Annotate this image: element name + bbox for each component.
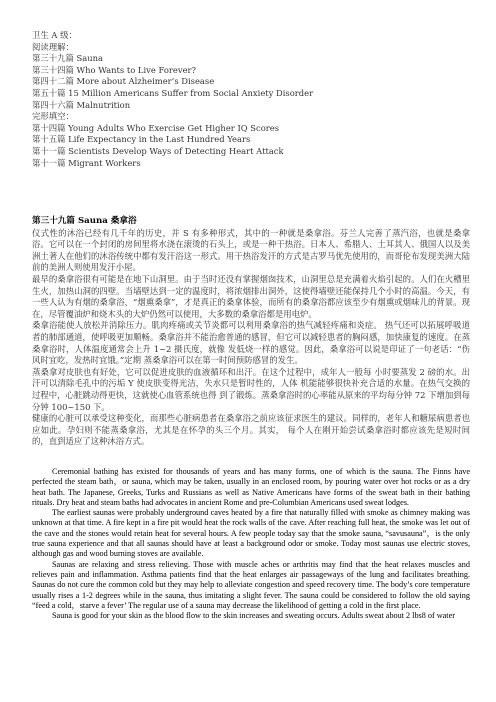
cloze-item: 第十五篇 Life Expectancy in the Last Hundred Years: [32, 134, 251, 145]
en-paragraph: Saunas are relaxing and stress relieving. Those with muscle aches or arthritis may find that the heat relaxes muscles and relieves pain and inflammation. Asthma patients find that the heat enlarges air passageways of the lung and facilitates breathing. Saunas do not cure the common cold but they may help to alleviate congestion and speed recovery time. The body’s core temperature usually rises a 1-2 degrees while in the sauna, thus imitating a slight fever. The sauna could be considered to follow the old saying “feed a cold，starve a fever’ The regular use of a sauna may decrease the likelihood of getting a cold in the first place.: [32, 559, 470, 610]
reading-comprehension-heading: 阅读理解：: [32, 41, 74, 52]
outline-item: 第四十二篇 More about Alzheimer’s Disease: [32, 76, 215, 87]
outline-item: 第三十四篇 Who Wants to Live Forever?: [32, 64, 197, 75]
chinese-article: [32, 216, 470, 448]
cloze-item: 第十四篇 Young Adults Who Exercise Get Higher IQ Scores: [32, 122, 280, 133]
en-paragraph: Sauna is good for your skin as the blood flow to the skin increases and sweating occurs. Adults sweat about 2 lbs8 of water: [52, 611, 455, 621]
en-paragraph: Ceremonial bathing has existed for thousands of years and has many forms, one of which is the sauna. The Finns have perfected the steam bath，or sauna, which may be taken, usually in an enclosed room, by pouring water over hot rocks or as a dry heat bath. The Japanese, Greeks, Turks and Russians as well as Native Americans have forms of the sweat bath in their bathing rituals. Dry heat and steam baths had advocates in ancient Rome and pre-Columbian Americans used sweat lodges.: [32, 467, 470, 507]
cn-paragraph: 蒸桑拿对皮肤也有好处，它可以促进皮肤的血液循环和出汗。在这个过程中，成年人一般每 小时要蒸发 2 磅的水。出汗可以清除毛孔中的污垢 Y 使皮肤变得光洁，失水只是暂时性的，人体 机能能够很快补充合适的水量。在热气交换的过程中，心脏跳动得更快，这就使心血管系统也得 到了锻炼。蒸桑拿浴时的心率能从原来的平均每分钟 72 下增加到每分钟 100~150 下。: [32, 366, 470, 412]
english-article: [32, 467, 470, 621]
cn-paragraph: 桑拿浴能使人放松并消除压力。肌肉疼痛或关节炎都可以利用桑拿浴的热气减轻疼痛和炎症。 热气还可以拓展呼吸道者的肺部通道，使呼吸更加顺畅。桑拿浴并不能治愈普通的感冒，但它可以减轻患者的胸闷感，加快康复的速度。在蒸桑拿浴时，人体温度通常会上升 1~2 摄氏度，就像 发低烧一样的感觉。因此，桑拿浴可以说是印证了一句老话：“伤风时宜吃，发热时宜饿。”定期 蒸桑拿浴可以在第一时间预防感冒的发生。: [32, 320, 470, 366]
cloze-heading: 完形填空：: [32, 111, 74, 122]
cn-paragraph: 最早的桑拿浴很有可能是在地下山洞里。由于当时还没有掌握烟囱技术，山洞里总是充满着火焰引起的。人们在火槽里生火，加热山洞的四壁。当墙壁达到一定的温度时，将浓烟排出洞外，这使得墙壁还能保持几个小时的高温。今天，有一些人认为有烟的桑拿浴，“烟熏桑拿”，才是真正的桑拿体验，而所有的桑拿浴都应该至少有烟熏或烟味儿的背景。现在，尽管覆油炉和烧木头的大炉仍然可以使用，大多数的桑拿浴都是用电炉。: [32, 273, 470, 319]
outline-item: 第五十篇 15 Million Americans Suffer from Social Anxiety Disorder: [32, 87, 314, 98]
level-heading: 卫生 A 级：: [32, 30, 77, 40]
cloze-item: 第十一篇 Scientists Develop Ways of Detecting Heart Attack: [32, 145, 284, 156]
outline-item: 第四十六篇 Malnutrition: [32, 99, 131, 110]
en-paragraph: The earliest saunas were probably underground caves heated by a fire that naturally filled with smoke as chimney making was unknown at that time. A fire kept in a fire pit would heat the rock walls of the cave. After reaching full heat, the smoke was let out of the cave and the stones would retain heat for several hours. A few people today say that the smoke sauna, “savusauna”，is the only true sauna experience and that all saunas should have at least a background odor or smoke. Today most saunas use electric stoves, although gas and wood burning stoves are available.: [32, 508, 470, 559]
cn-paragraph: 健康的心脏可以承受这种变化，而那些心脏病患者在桑拿浴之前应该征求医生的建议。同样的，老年人和糖尿病患者也应如此。孕妇则不能蒸桑拿浴，尤其是在怀孕的头三个月。其实， 每个人在刚开始尝试桑拿浴时都应该先是短时间的，直到适应了这种沐浴方式。: [32, 413, 470, 447]
outline-item: 第三十九篇 Sauna: [32, 53, 104, 64]
article-title: 第三十九篇 Sauna 桑拿浴: [32, 216, 137, 226]
outline-section: [32, 30, 472, 169]
cn-paragraph: 仪式性的沐浴已经有几千年的历史，并 S 有多种形式，其中的一种就是桑拿浴。芬兰人完善了蒸汽浴，也就是桑拿浴。它可以在一个封闭的房间里将水浇在滚烫的石头上，或是一种干热浴。日本人、希腊人、土耳其人、俄国人以及美洲土著人在他们的沐浴传统中都有发汗浴这一形式。用干热浴发汗的方式是古罗马优先使用的，而哥伦布发现美洲大陆前的美洲人则使用发汗小屋。: [32, 227, 470, 273]
cloze-item: 第十一篇 Migrant Workers: [32, 157, 141, 168]
